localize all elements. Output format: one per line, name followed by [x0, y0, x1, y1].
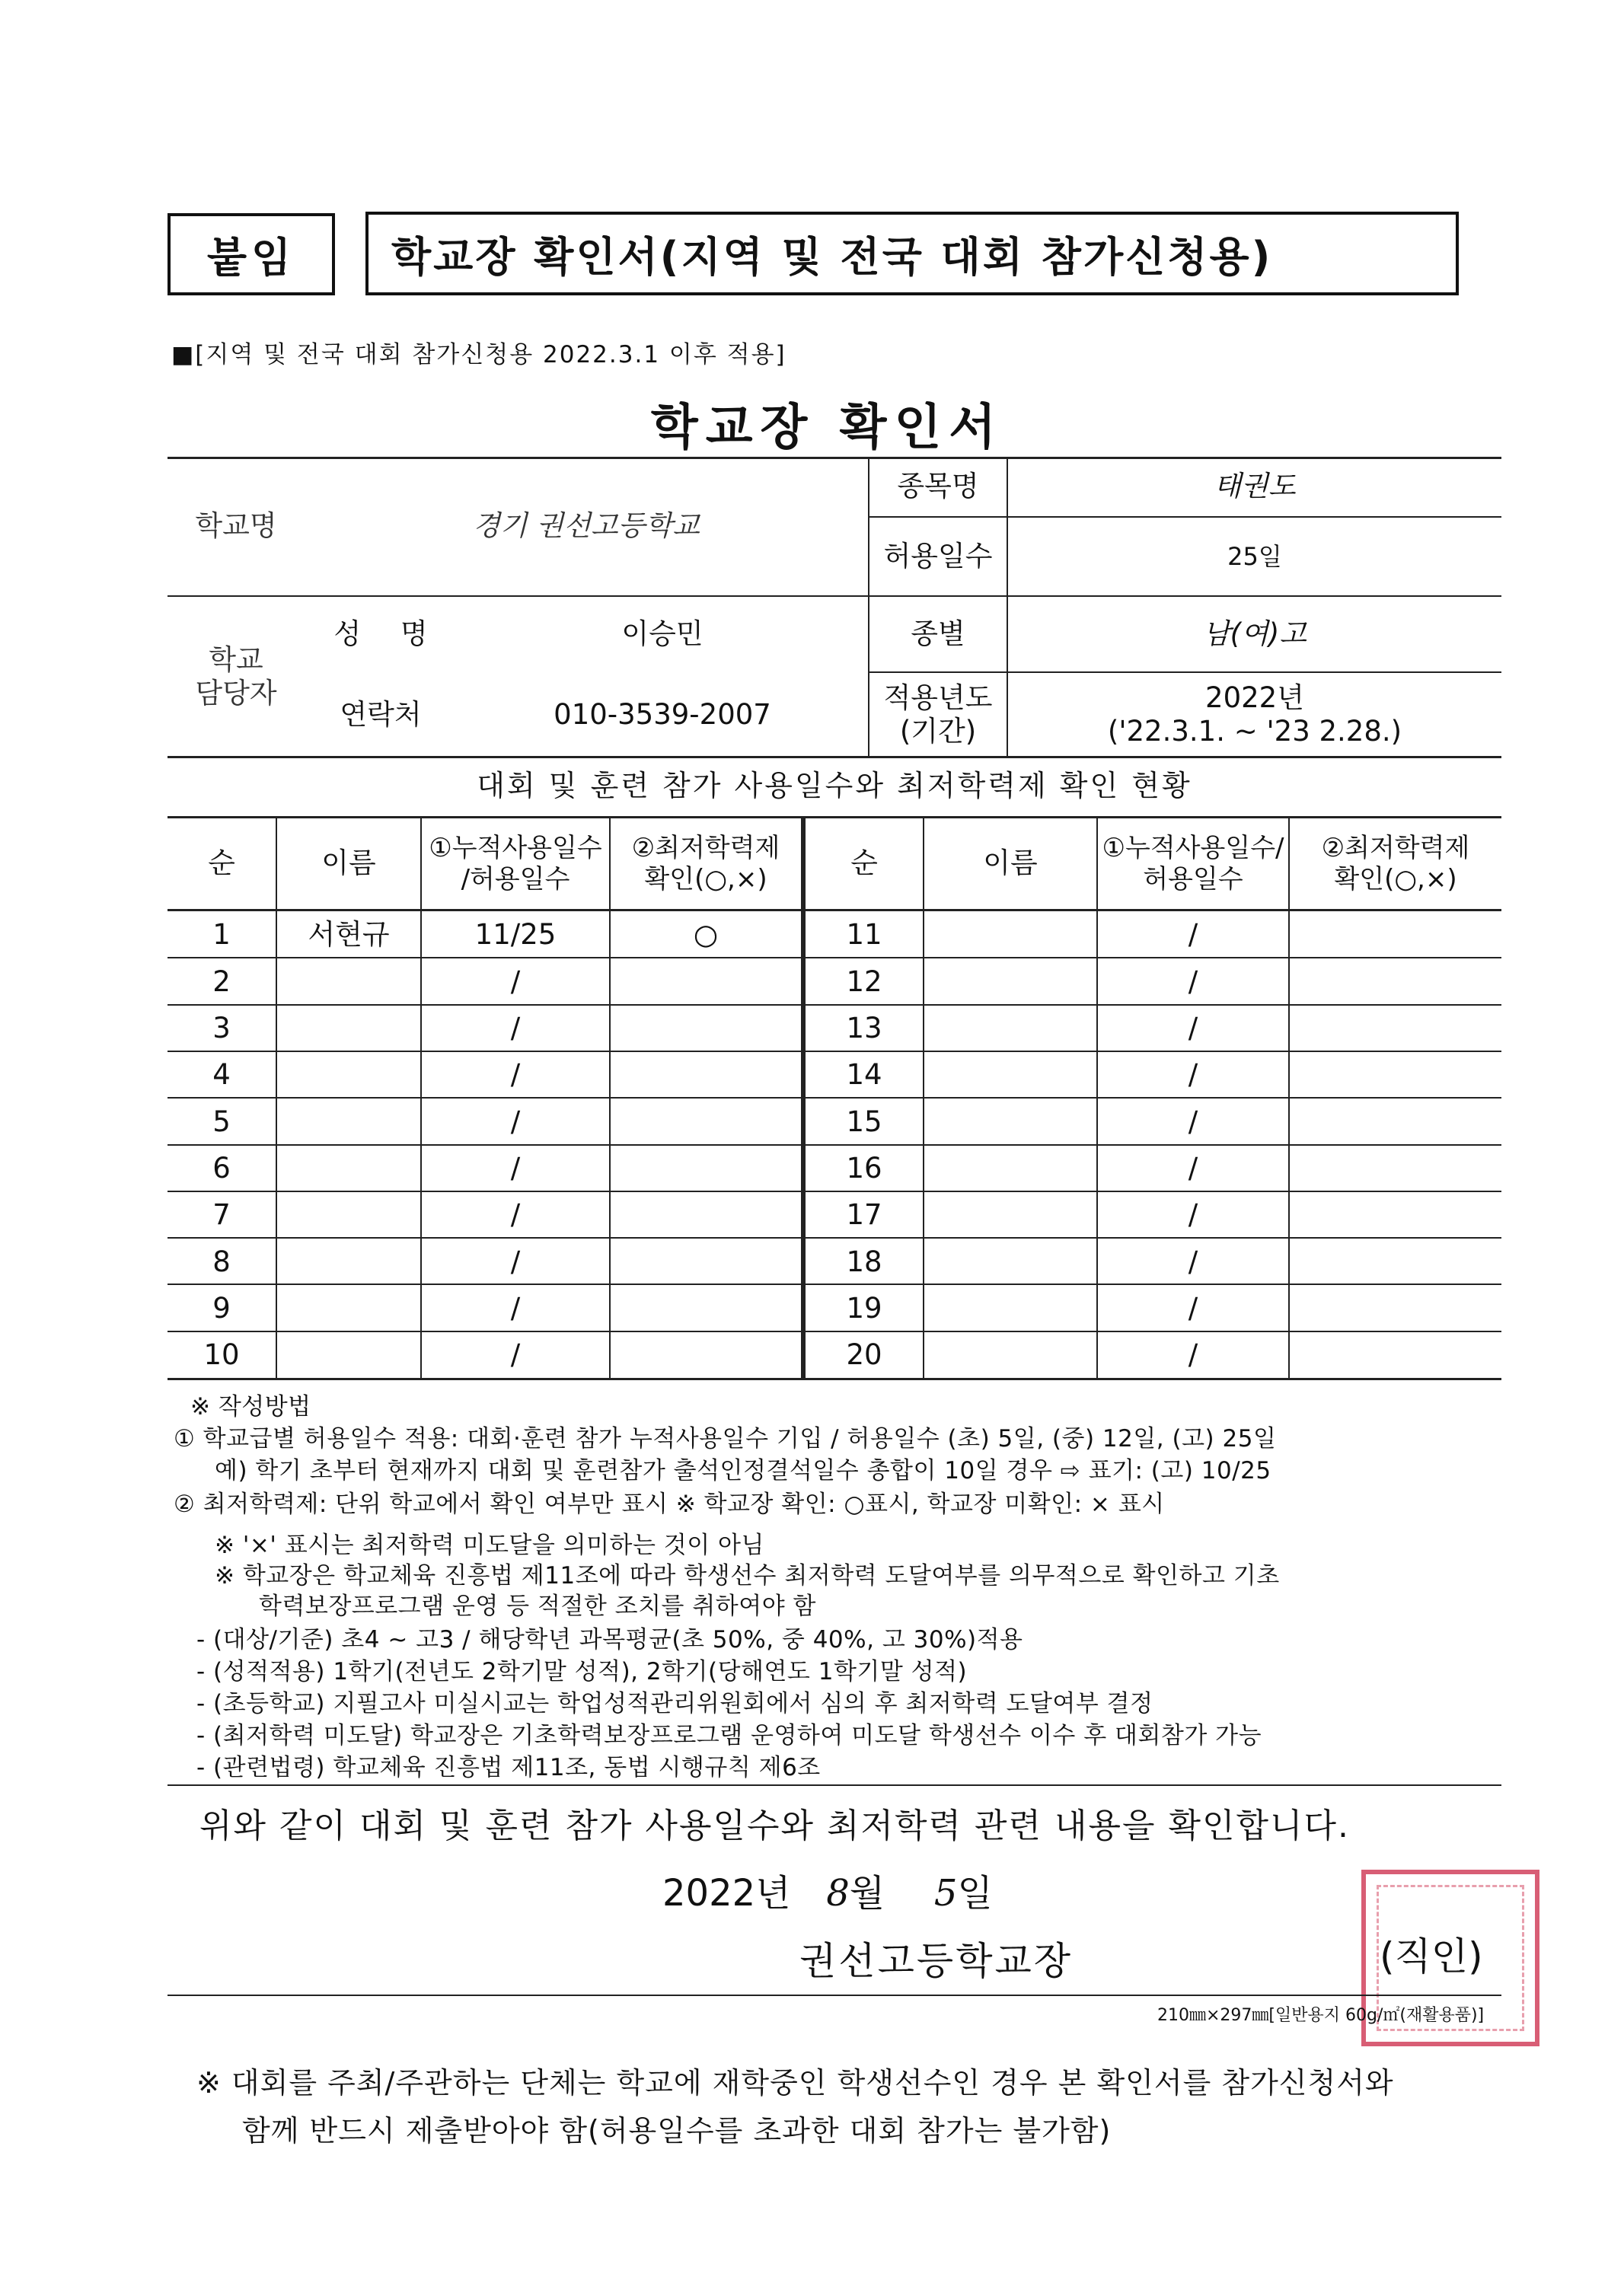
- date-line: [662, 1864, 993, 1916]
- row-days-right: /: [1188, 1291, 1198, 1325]
- row-days-right: /: [1188, 1245, 1198, 1278]
- row-days: /: [510, 1105, 521, 1138]
- note-2-sub-1: ※ '×' 표시는 최저학력 미도달을 의미하는 것이 아님: [215, 1532, 764, 1559]
- row-no-right: 16: [846, 1151, 882, 1185]
- row-name: [277, 959, 420, 1004]
- row-name: [277, 1099, 420, 1144]
- row-name-right: [924, 1193, 1096, 1238]
- header-no-right: 순: [850, 847, 878, 880]
- header-days-right: [1098, 818, 1288, 909]
- event-label: 종목명: [897, 469, 979, 502]
- row-name-right: [924, 913, 1096, 958]
- row-days-right: /: [1188, 965, 1198, 998]
- confirm-text: 위와 같이 대회 및 훈련 참가 사용일수와 최저학력 관련 내용을 확인합니다.: [199, 1807, 1350, 1845]
- row-no-right: 20: [846, 1338, 882, 1372]
- year-label-line-2: (기간): [899, 715, 977, 748]
- row-days: /: [510, 1151, 521, 1185]
- row-check-right: [1290, 1099, 1501, 1144]
- row-name-right: [924, 1099, 1096, 1144]
- row-check: [611, 1239, 801, 1284]
- note-grades: - (성적적용) 1학기(전년도 2학기말 성적), 2학기(당해연도 1학기말 성적): [196, 1658, 968, 1685]
- note-2-sub-2: ※ 학교장은 학교체육 진흥법 제11조에 따라 학생선수 최저학력 도달여부를 의무적으로 확인하고 기초: [215, 1562, 1280, 1590]
- seal-label: (직인): [1380, 1934, 1483, 1979]
- note-2-sub-2-cont: 학력보장프로그램 운영 등 적절한 조치를 취하여야 함: [259, 1593, 816, 1620]
- row-no-right: 13: [846, 1012, 882, 1045]
- row-check: [611, 1099, 801, 1144]
- row-no: 5: [212, 1105, 231, 1138]
- gender-value: 남(여)고: [1202, 617, 1307, 650]
- header-min-line-2: 확인(○,×): [644, 863, 767, 894]
- row-check-right: [1290, 1006, 1501, 1051]
- row-check: [611, 959, 801, 1004]
- attachment-title-box: [365, 212, 1459, 295]
- allowed-days-value: 25일: [1227, 541, 1282, 571]
- row-no: 3: [212, 1012, 231, 1045]
- row-name-right: [924, 1286, 1096, 1331]
- row-no: 9: [212, 1291, 231, 1325]
- header-min-right-line-1: ②최저학력제: [1321, 832, 1470, 863]
- row-days-right: /: [1188, 918, 1198, 952]
- row-name-right: [924, 1333, 1096, 1378]
- header-min: [611, 818, 801, 909]
- row-no-right: 17: [846, 1198, 882, 1232]
- row-days-right: /: [1188, 1058, 1198, 1092]
- row-days: /: [510, 1245, 521, 1278]
- year-label: [869, 673, 1007, 757]
- header-min-line-1: ②최저학력제: [631, 832, 780, 863]
- row-name-right: [924, 1053, 1096, 1098]
- attachment-tag-box: [168, 213, 335, 295]
- row-days: /: [510, 1338, 521, 1372]
- row-no: 10: [203, 1338, 240, 1372]
- row-no-right: 11: [846, 918, 882, 952]
- row-name-right: [924, 1006, 1096, 1051]
- row-name: [277, 1006, 420, 1051]
- note-1: ① 학교급별 허용일수 적용: 대회·훈련 참가 누적사용일수 기입 / 허용일수 (초) 5일, (중) 12일, (고) 25일: [174, 1425, 1277, 1453]
- note-below-min: - (최저학력 미도달) 학교장은 기초학력보장프로그램 운영하여 미도달 학생선수 이수 후 대회참가 가능: [196, 1722, 1262, 1749]
- row-no-right: 15: [846, 1105, 882, 1138]
- date-day-unit: 일: [957, 1872, 993, 1915]
- allowed-days-label: 허용일수: [883, 539, 993, 572]
- header-days-line-2: /허용일수: [461, 863, 570, 894]
- year-label-line-1: 적용년도: [883, 681, 993, 714]
- header-min-right-line-2: 확인(○,×): [1334, 863, 1457, 894]
- manager-label-line-1: 학교: [209, 643, 263, 676]
- date-day: 5: [933, 1872, 958, 1915]
- row-name: [277, 1333, 420, 1378]
- row-days: /: [510, 965, 521, 998]
- row-check-right: [1290, 1146, 1501, 1191]
- attachment-tag: 붙임: [206, 233, 296, 282]
- note-law: - (관련법령) 학교체육 진흥법 제11조, 동법 시행규칙 제6조: [196, 1754, 821, 1781]
- row-check: [611, 1146, 801, 1191]
- gender-label: 종별: [911, 617, 965, 650]
- row-days: /: [510, 1291, 521, 1325]
- row-check-right: [1290, 1239, 1501, 1284]
- row-days-right: /: [1188, 1105, 1198, 1138]
- row-no: 7: [212, 1198, 231, 1232]
- row-name: [277, 1193, 420, 1238]
- note-2: ② 최저학력제: 단위 학교에서 확인 여부만 표시 ※ 학교장 확인: ○표시, 학교장 미확인: × 표시: [174, 1491, 1165, 1518]
- row-days-right: /: [1188, 1151, 1198, 1185]
- row-check-right: [1290, 913, 1501, 958]
- footer-line-1: ※ 대회를 주최/주관하는 단체는 학교에 재학중인 학생선수인 경우 본 확인서를 참가신청서와: [196, 2066, 1394, 2100]
- year-value-line-1: 2022년: [1205, 681, 1304, 714]
- manager-label: [168, 597, 305, 757]
- row-no: 2: [212, 965, 231, 998]
- row-name-right: [924, 1239, 1096, 1284]
- row-days-right: /: [1188, 1012, 1198, 1045]
- row-name: [277, 1239, 420, 1284]
- document-title: 학교장 확인서: [650, 400, 1004, 456]
- note-elementary: - (초등학교) 지필고사 미실시교는 학업성적관리위원회에서 심의 후 최저학력 도달여부 결정: [196, 1690, 1153, 1717]
- principal: 권선고등학교장: [799, 1939, 1074, 1983]
- row-check-right: [1290, 1193, 1501, 1238]
- row-check-right: [1290, 1053, 1501, 1098]
- note-target: - (대상/기준) 초4 ~ 고3 / 해당학년 과목평균(초 50%, 중 40%, 고 30%)적용: [196, 1626, 1023, 1653]
- contact-label: 연락처: [340, 697, 422, 731]
- date-month: 8: [826, 1872, 850, 1915]
- row-no-right: 14: [846, 1058, 882, 1092]
- footer-line-2: 함께 반드시 제출받아야 함(허용일수를 초과한 대회 참가는 불가함): [242, 2114, 1112, 2148]
- name-value: 이승민: [621, 617, 704, 650]
- row-check: [611, 1333, 801, 1378]
- date-month-unit: 월: [849, 1872, 885, 1915]
- row-no: 8: [212, 1245, 231, 1278]
- attachment-title: 학교장 확인서(지역 및 전국 대회 참가신청용): [391, 232, 1273, 281]
- row-days: /: [510, 1198, 521, 1232]
- date-year: 2022년: [662, 1872, 791, 1915]
- paper-spec: 210㎜×297㎜[일반용지 60g/㎡(재활용품)]: [1157, 2006, 1485, 2025]
- note-1-example: 예) 학기 초부터 현재까지 대회 및 훈련참가 출석인정결석일수 총합이 10일 경우 ⇨ 표기: (고) 10/25: [215, 1457, 1271, 1484]
- row-no-right: 19: [846, 1291, 882, 1325]
- subtitle: ■[지역 및 전국 대회 참가신청용 2022.3.1 이후 적용]: [171, 341, 786, 368]
- row-check-right: [1290, 1333, 1501, 1378]
- row-check-right: [1290, 1286, 1501, 1331]
- row-no: 4: [212, 1058, 231, 1092]
- header-days-line-1: ①누적사용일수: [429, 832, 602, 863]
- row-name: 서현규: [308, 918, 390, 952]
- row-check: ○: [693, 918, 719, 952]
- name-label: 성 명: [333, 617, 428, 650]
- row-check: [611, 1006, 801, 1051]
- school-value: 경기 권선고등학교: [473, 509, 700, 542]
- school-label: 학교명: [195, 509, 277, 542]
- contact-value: 010-3539-2007: [554, 697, 771, 731]
- event-value: 태권도: [1214, 469, 1296, 502]
- row-no: 6: [212, 1151, 231, 1185]
- header-name: 이름: [321, 847, 376, 880]
- header-min-right: [1290, 818, 1501, 909]
- row-no: 1: [212, 918, 231, 952]
- row-check: [611, 1286, 801, 1331]
- header-name-right: 이름: [983, 847, 1038, 880]
- row-check-right: [1290, 959, 1501, 1004]
- header-days-right-line-2: 허용일수: [1143, 863, 1243, 894]
- row-days-right: /: [1188, 1338, 1198, 1372]
- row-check: [611, 1193, 801, 1238]
- row-name: [277, 1146, 420, 1191]
- row-name-right: [924, 959, 1096, 1004]
- year-value: [1008, 673, 1501, 757]
- row-name: [277, 1053, 420, 1098]
- row-no-right: 18: [846, 1245, 882, 1278]
- manager-label-line-2: 담당자: [195, 677, 277, 710]
- notes-heading: ※ 작성방법: [190, 1393, 311, 1421]
- row-check: [611, 1053, 801, 1098]
- row-name-right: [924, 1146, 1096, 1191]
- header-days-right-line-1: ①누적사용일수/: [1102, 832, 1284, 863]
- row-name: [277, 1286, 420, 1331]
- header-no: 순: [208, 847, 235, 880]
- header-days: [422, 818, 609, 909]
- row-days-right: /: [1188, 1198, 1198, 1232]
- year-value-line-2: ('22.3.1. ~ '23 2.28.): [1107, 715, 1402, 748]
- row-days: 11/25: [474, 918, 557, 952]
- row-days: /: [510, 1012, 521, 1045]
- table-caption: 대회 및 훈련 참가 사용일수와 최저학력제 확인 현황: [477, 769, 1192, 803]
- row-days: /: [510, 1058, 521, 1092]
- row-no-right: 12: [846, 965, 882, 998]
